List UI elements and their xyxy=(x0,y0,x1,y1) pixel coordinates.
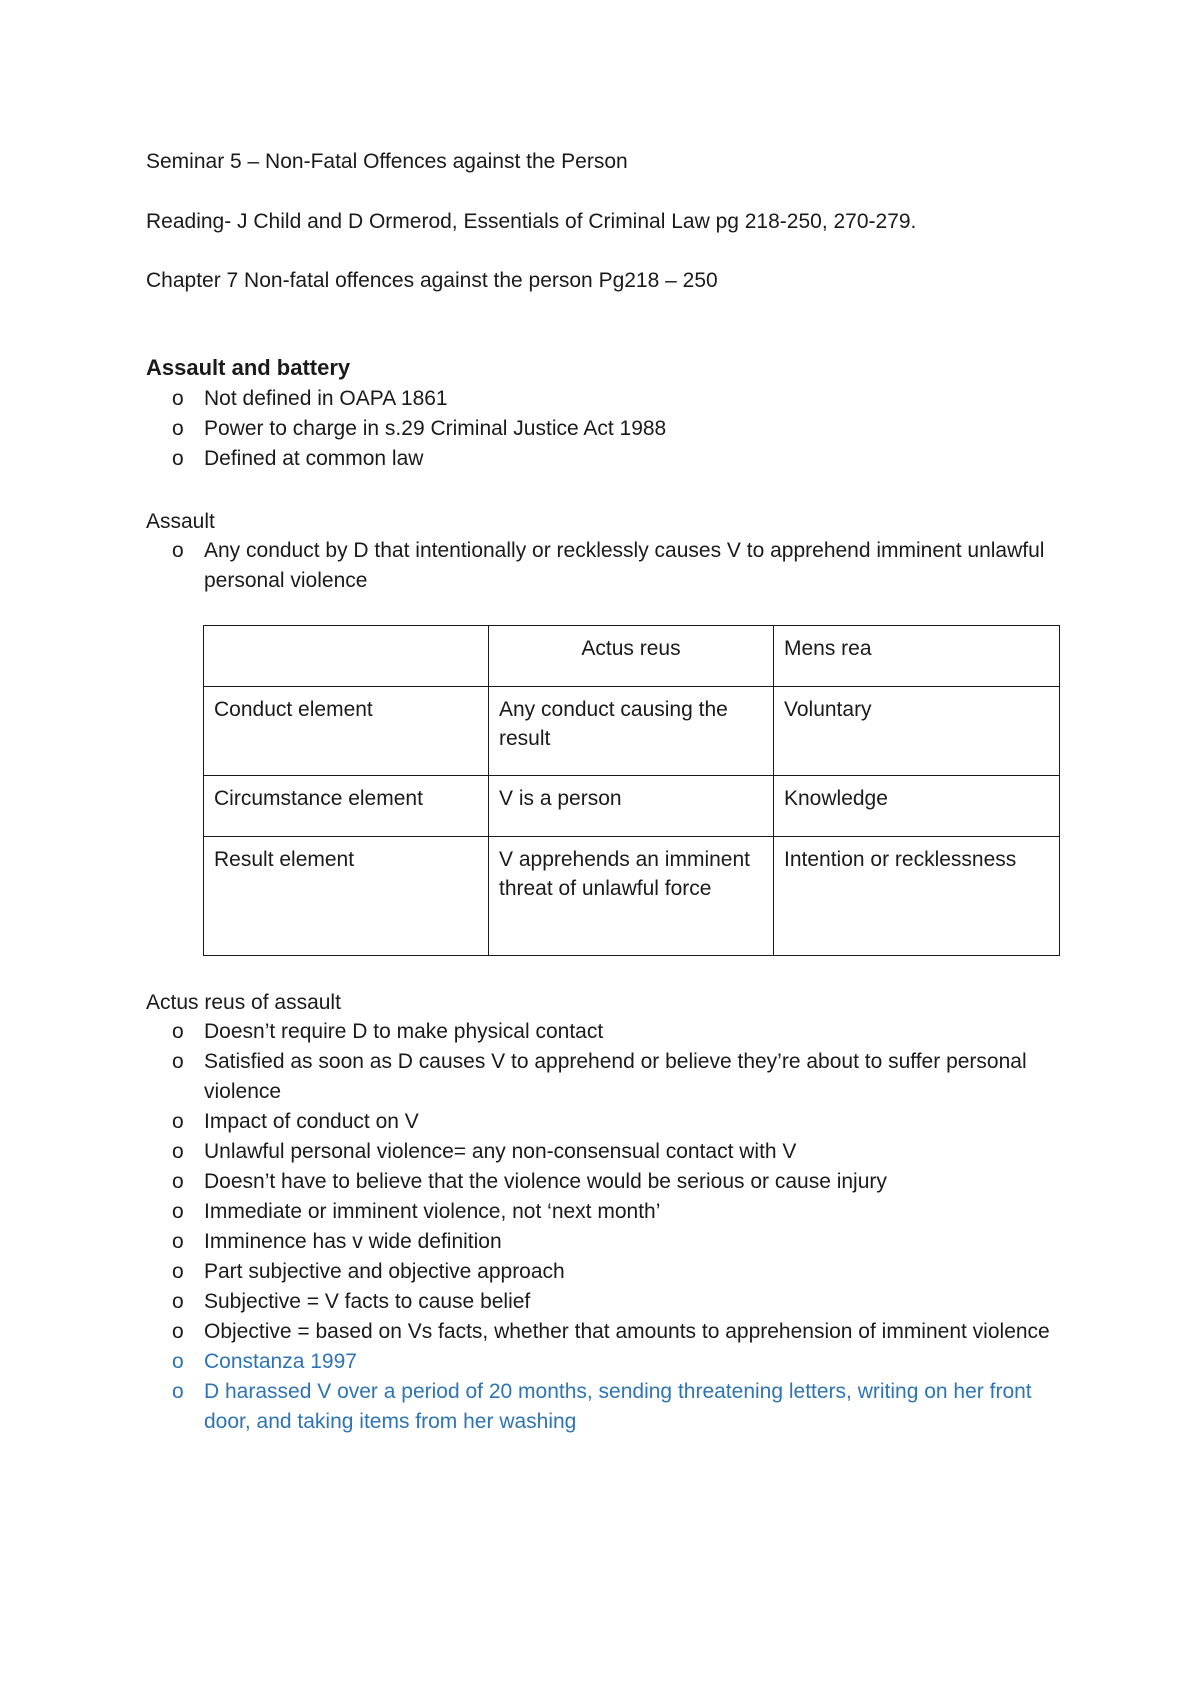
table-row xyxy=(204,837,1060,956)
bullet-icon: o xyxy=(172,1140,184,1163)
list-item: o Objective = based on Vs facts, whether that amounts to apprehension of imminent violence xyxy=(172,1317,1052,1347)
bullet-icon: o xyxy=(172,539,184,562)
bullet-icon: o xyxy=(172,417,184,440)
table-row xyxy=(204,687,1060,776)
bullet-icon: o xyxy=(172,447,184,470)
list-item: o Defined at common law xyxy=(172,444,1052,474)
case-list-item: o Constanza 1997 xyxy=(172,1347,1052,1377)
bullet-icon: o xyxy=(172,1050,184,1073)
table-header-cell: Mens rea xyxy=(774,626,1060,687)
list-item: o Impact of conduct on V xyxy=(172,1107,1052,1137)
list-item: o Immediate or imminent violence, not ‘next month’ xyxy=(172,1197,1052,1227)
table-cell: Knowledge xyxy=(774,776,1060,837)
list-item: o Not defined in OAPA 1861 xyxy=(172,384,1052,414)
bullet-icon: o xyxy=(172,1020,184,1043)
bullet-icon: o xyxy=(172,1200,184,1223)
assault-battery-list xyxy=(172,384,1052,474)
assault-heading: Assault xyxy=(146,510,215,533)
list-item: o Unlawful personal violence= any non-consensual contact with V xyxy=(172,1137,1052,1167)
table-header-cell: Actus reus xyxy=(489,626,774,687)
table-header-cell xyxy=(204,626,489,687)
bullet-icon: o xyxy=(172,387,184,410)
table-cell: V is a person xyxy=(489,776,774,837)
list-item: o Part subjective and objective approach xyxy=(172,1257,1052,1287)
list-item: o Satisfied as soon as D causes V to apprehend or believe they’re about to suffer personal violence xyxy=(172,1047,1052,1107)
actus-reus-list xyxy=(172,1017,1052,1437)
list-item: o Doesn’t have to believe that the violence would be serious or cause injury xyxy=(172,1167,1052,1197)
list-item: o Subjective = V facts to cause belief xyxy=(172,1287,1052,1317)
document-title: Seminar 5 – Non-Fatal Offences against the Person xyxy=(146,150,628,173)
list-item: o Any conduct by D that intentionally or recklessly causes V to apprehend imminent unlawful personal violence xyxy=(172,536,1052,596)
reading-line: Reading- J Child and D Ormerod, Essentials of Criminal Law pg 218-250, 270-279. xyxy=(146,210,917,233)
bullet-icon: o xyxy=(172,1260,184,1283)
list-item: o Power to charge in s.29 Criminal Justice Act 1988 xyxy=(172,414,1052,444)
bullet-icon: o xyxy=(172,1320,184,1343)
table-cell: Conduct element xyxy=(204,687,489,776)
table-cell: Voluntary xyxy=(774,687,1060,776)
list-item: o Imminence has v wide definition xyxy=(172,1227,1052,1257)
table-row xyxy=(204,776,1060,837)
bullet-icon: o xyxy=(172,1110,184,1133)
bullet-icon: o xyxy=(172,1170,184,1193)
assault-battery-heading: Assault and battery xyxy=(146,355,351,380)
table-header-row xyxy=(204,626,1060,687)
table-cell: V apprehends an imminent threat of unlawful force xyxy=(489,837,774,956)
table-cell: Result element xyxy=(204,837,489,956)
chapter-line: Chapter 7 Non-fatal offences against the person Pg218 – 250 xyxy=(146,269,718,292)
table-cell: Circumstance element xyxy=(204,776,489,837)
assault-list xyxy=(172,536,1052,596)
actus-reus-heading: Actus reus of assault xyxy=(146,991,341,1014)
list-item: o Doesn’t require D to make physical contact xyxy=(172,1017,1052,1047)
bullet-icon: o xyxy=(172,1290,184,1313)
table-cell: Intention or recklessness xyxy=(774,837,1060,956)
elements-table xyxy=(203,625,1060,956)
bullet-icon: o xyxy=(172,1350,184,1373)
bullet-icon: o xyxy=(172,1230,184,1253)
table-cell: Any conduct causing the result xyxy=(489,687,774,776)
bullet-icon: o xyxy=(172,1380,184,1403)
case-list-item: o D harassed V over a period of 20 months, sending threatening letters, writing on her front door, and taking items from her washing xyxy=(172,1377,1052,1437)
